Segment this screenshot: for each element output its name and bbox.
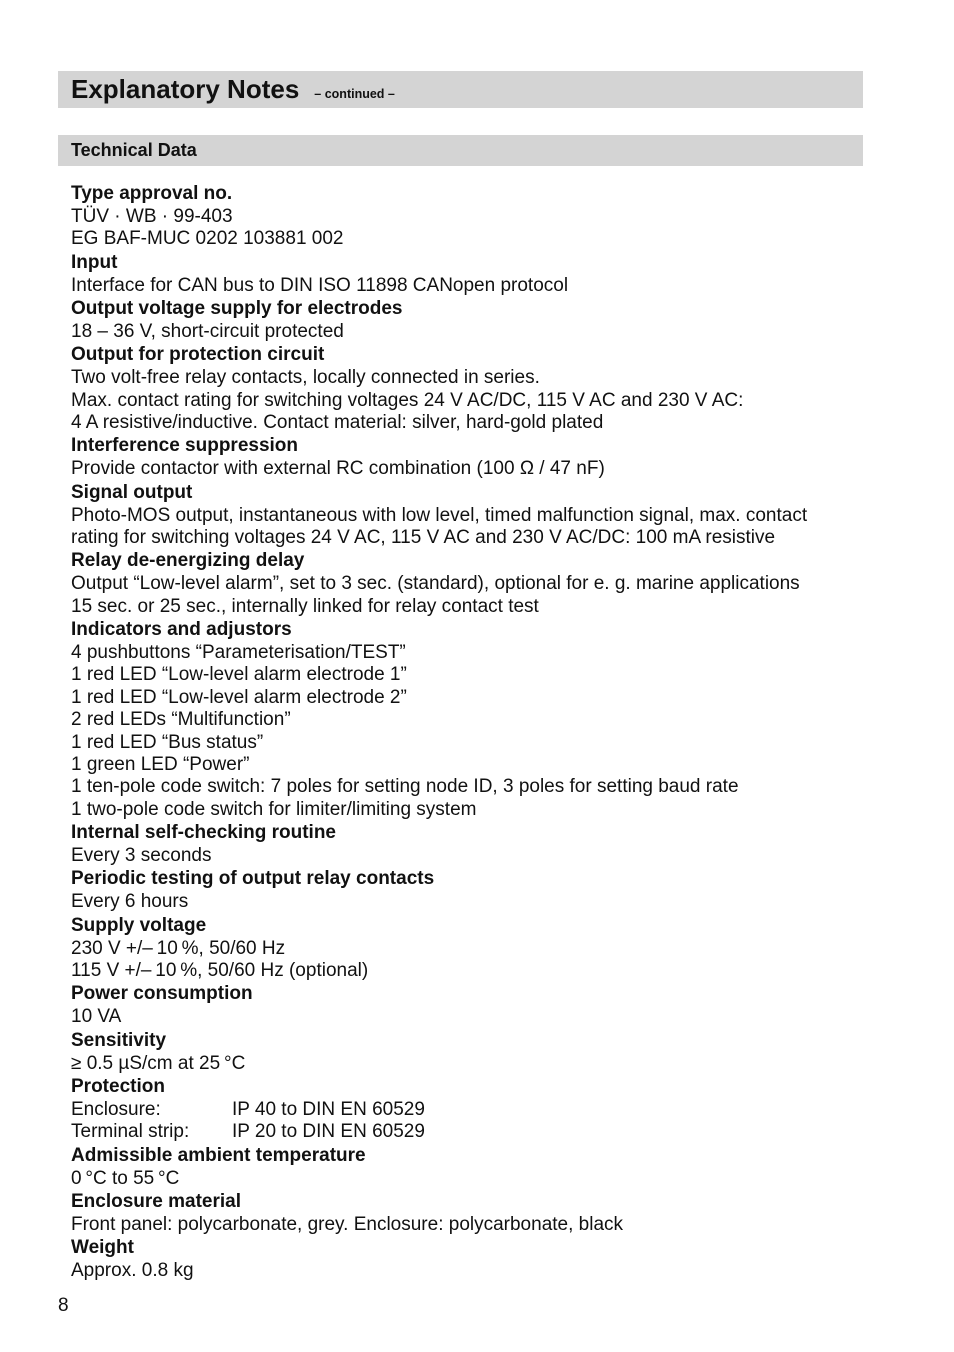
spec-value-line: 18 – 36 V, short-circuit protected — [71, 321, 344, 343]
header-bar — [58, 71, 863, 108]
spec-self-checking — [71, 821, 807, 867]
spec-heading: Output voltage supply for electrodes — [71, 298, 403, 320]
spec-ambient-temperature — [71, 1144, 807, 1190]
spec-value-line: 10 VA — [71, 1006, 122, 1028]
spec-heading: Output for protection circuit — [71, 344, 325, 366]
spec-row-label: Enclosure: — [71, 1098, 161, 1120]
spec-heading: Sensitivity — [71, 1029, 167, 1051]
spec-enclosure-material — [71, 1190, 807, 1236]
spec-value-line: 115 V +/– 10 %, 50/60 Hz (optional) — [71, 959, 369, 981]
spec-heading: Supply voltage — [71, 914, 207, 936]
spec-heading: Input — [71, 251, 118, 273]
spec-heading: Power consumption — [71, 983, 253, 1005]
spec-output-protection-circuit — [71, 343, 807, 434]
spec-heading: Signal output — [71, 481, 193, 503]
spec-row — [71, 1099, 807, 1121]
spec-value-line: 4 A resistive/inductive. Contact material: silver, hard-gold plated — [71, 412, 604, 434]
spec-periodic-testing — [71, 867, 807, 913]
spec-protection — [71, 1075, 807, 1144]
spec-interference-suppression — [71, 434, 807, 480]
spec-sensitivity — [71, 1029, 807, 1075]
spec-value-line: 0 °C to 55 °C — [71, 1167, 180, 1189]
spec-value-line: EG BAF-MUC 0202 103881 002 — [71, 228, 344, 250]
spec-value-line: 1 two-pole code switch for limiter/limiting system — [71, 798, 477, 820]
spec-value-line: TÜV · WB · 99-403 — [71, 206, 233, 227]
spec-value-line: 1 green LED “Power” — [71, 753, 250, 775]
spec-heading: Internal self-checking routine — [71, 821, 336, 843]
spec-value-line: 2 red LEDs “Multifunction” — [71, 709, 291, 731]
spec-value-line: Every 6 hours — [71, 891, 189, 913]
spec-power-consumption — [71, 982, 807, 1028]
spec-value-line: 1 red LED “Bus status” — [71, 731, 264, 753]
spec-value-line: Photo-MOS output, instantaneous with low level, timed malfunction signal, max. contact — [71, 504, 808, 526]
spec-signal-output — [71, 481, 807, 550]
spec-heading: Weight — [71, 1237, 134, 1259]
spec-supply-voltage — [71, 914, 807, 983]
spec-value-line: Output “Low-level alarm”, set to 3 sec. (standard), optional for e. g. marine applications — [71, 573, 800, 595]
spec-value-line: Two volt-free relay contacts, locally connected in series. — [71, 367, 540, 389]
spec-heading: Admissible ambient temperature — [71, 1144, 366, 1166]
technical-data-list — [71, 182, 807, 1283]
section-bar — [58, 135, 863, 166]
spec-value-line: Approx. 0.8 kg — [71, 1260, 194, 1282]
spec-row — [71, 1121, 807, 1143]
spec-type-approval — [71, 182, 807, 251]
page-title: Explanatory Notes — [71, 74, 300, 104]
spec-weight — [71, 1236, 807, 1282]
page-subtitle: – continued – — [314, 87, 395, 101]
spec-value-line: Interface for CAN bus to DIN ISO 11898 CANopen protocol — [71, 274, 569, 296]
spec-value-line: rating for switching voltages 24 V AC, 115 V AC and 230 V AC/DC: 100 mA resistive — [71, 527, 776, 549]
spec-value-line: Provide contactor with external RC combination (100 Ω / 47 nF) — [71, 458, 605, 480]
spec-input — [71, 251, 807, 297]
spec-heading: Type approval no. — [71, 183, 233, 204]
spec-value-line: Every 3 seconds — [71, 844, 212, 866]
header-title-group — [71, 72, 395, 111]
spec-value-line: Front panel: polycarbonate, grey. Enclosure: polycarbonate, black — [71, 1213, 624, 1235]
spec-value-line: 230 V +/– 10 %, 50/60 Hz — [71, 937, 286, 959]
spec-value-line: 15 sec. or 25 sec., internally linked for relay contact test — [71, 595, 539, 617]
spec-row-label: Terminal strip: — [71, 1121, 190, 1143]
spec-value-line: 1 red LED “Low-level alarm electrode 1” — [71, 664, 407, 686]
spec-value-line: 4 pushbuttons “Parameterisation/TEST” — [71, 642, 406, 664]
page-number: 8 — [58, 1295, 69, 1316]
spec-heading: Protection — [71, 1075, 165, 1097]
spec-indicators-adjustors — [71, 618, 807, 821]
spec-heading: Interference suppression — [71, 435, 299, 457]
spec-heading: Relay de-energizing delay — [71, 550, 305, 572]
spec-heading: Enclosure material — [71, 1190, 242, 1212]
spec-value-line: 1 red LED “Low-level alarm electrode 2” — [71, 686, 407, 708]
spec-row-value: IP 20 to DIN EN 60529 — [232, 1121, 425, 1143]
section-title: Technical Data — [71, 140, 197, 160]
spec-row-value: IP 40 to DIN EN 60529 — [232, 1098, 425, 1120]
spec-value-line: 1 ten-pole code switch: 7 poles for setting node ID, 3 poles for setting baud rate — [71, 776, 739, 798]
spec-output-voltage-supply — [71, 297, 807, 343]
spec-relay-delay — [71, 549, 807, 618]
spec-value-line: Max. contact rating for switching voltages 24 V AC/DC, 115 V AC and 230 V AC: — [71, 389, 744, 411]
spec-value-line: ≥ 0.5 µS/cm at 25 °C — [71, 1052, 246, 1074]
spec-heading: Periodic testing of output relay contacts — [71, 868, 435, 890]
spec-heading: Indicators and adjustors — [71, 619, 292, 641]
